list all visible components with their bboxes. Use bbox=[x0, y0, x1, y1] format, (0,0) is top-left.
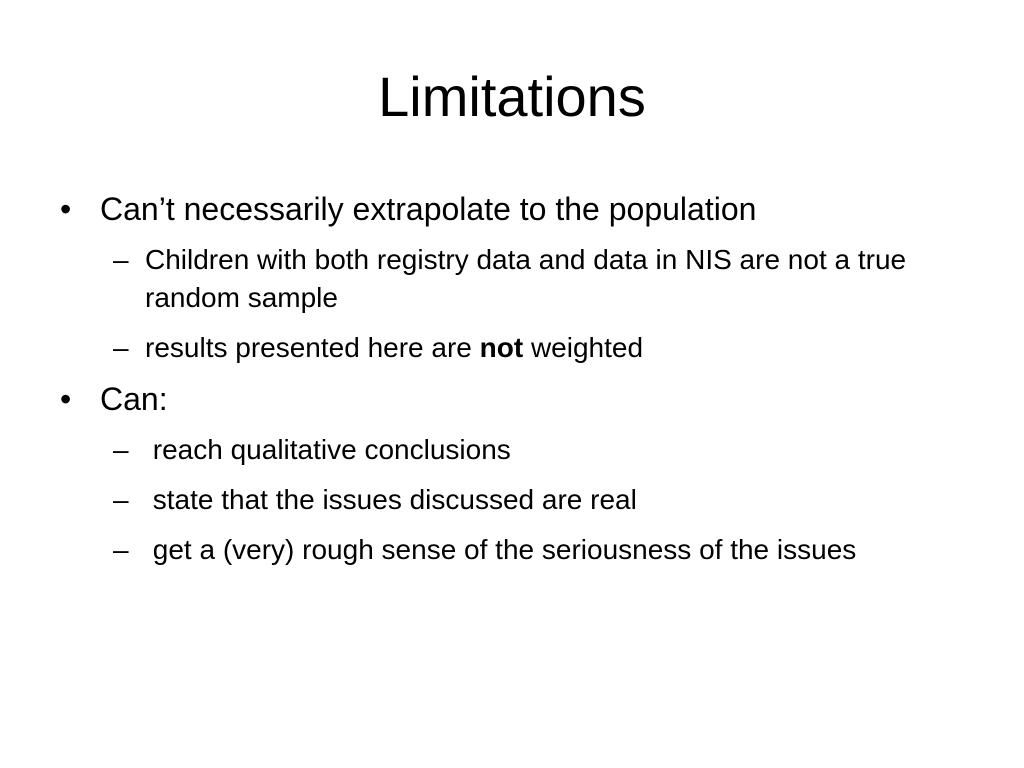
sub-bullet-marker: – bbox=[113, 244, 129, 275]
slide-title: Limitations bbox=[378, 65, 646, 128]
sub-bullet-item bbox=[58, 531, 925, 569]
sub-bullet-text: reach qualitative conclusions bbox=[145, 434, 511, 465]
sub-bullet-text: get a (very) rough sense of the seriousness of the issues bbox=[145, 534, 857, 565]
sub-bullet-text-after: weighted bbox=[523, 332, 644, 363]
bullet-text: Can: bbox=[100, 381, 168, 417]
sub-bullet-text-before: results presented here are bbox=[145, 332, 480, 363]
sub-bullet-item bbox=[58, 431, 925, 469]
sub-bullet-item bbox=[58, 329, 925, 367]
bullet-text: Can’t necessarily extrapolate to the population bbox=[100, 191, 757, 227]
sub-bullet-marker: – bbox=[113, 332, 129, 363]
sub-bullet-text: state that the issues discussed are real bbox=[145, 484, 637, 515]
bullet-marker: • bbox=[60, 191, 72, 227]
bullet-item bbox=[58, 185, 958, 233]
sub-bullet-marker: – bbox=[113, 484, 129, 515]
sub-bullet-marker: – bbox=[113, 434, 129, 465]
sub-bullet-text bbox=[145, 332, 643, 363]
sub-bullet-text: Children with both registry data and data in NIS are not a true random sample bbox=[145, 244, 914, 313]
sub-bullet-item bbox=[58, 241, 925, 317]
bullet-item bbox=[58, 375, 958, 423]
bullet-marker: • bbox=[60, 381, 72, 417]
sub-bullet-item bbox=[58, 481, 925, 519]
emphasis-text: not bbox=[479, 332, 524, 363]
slide-body bbox=[58, 185, 958, 569]
sub-bullet-marker: – bbox=[113, 534, 129, 565]
